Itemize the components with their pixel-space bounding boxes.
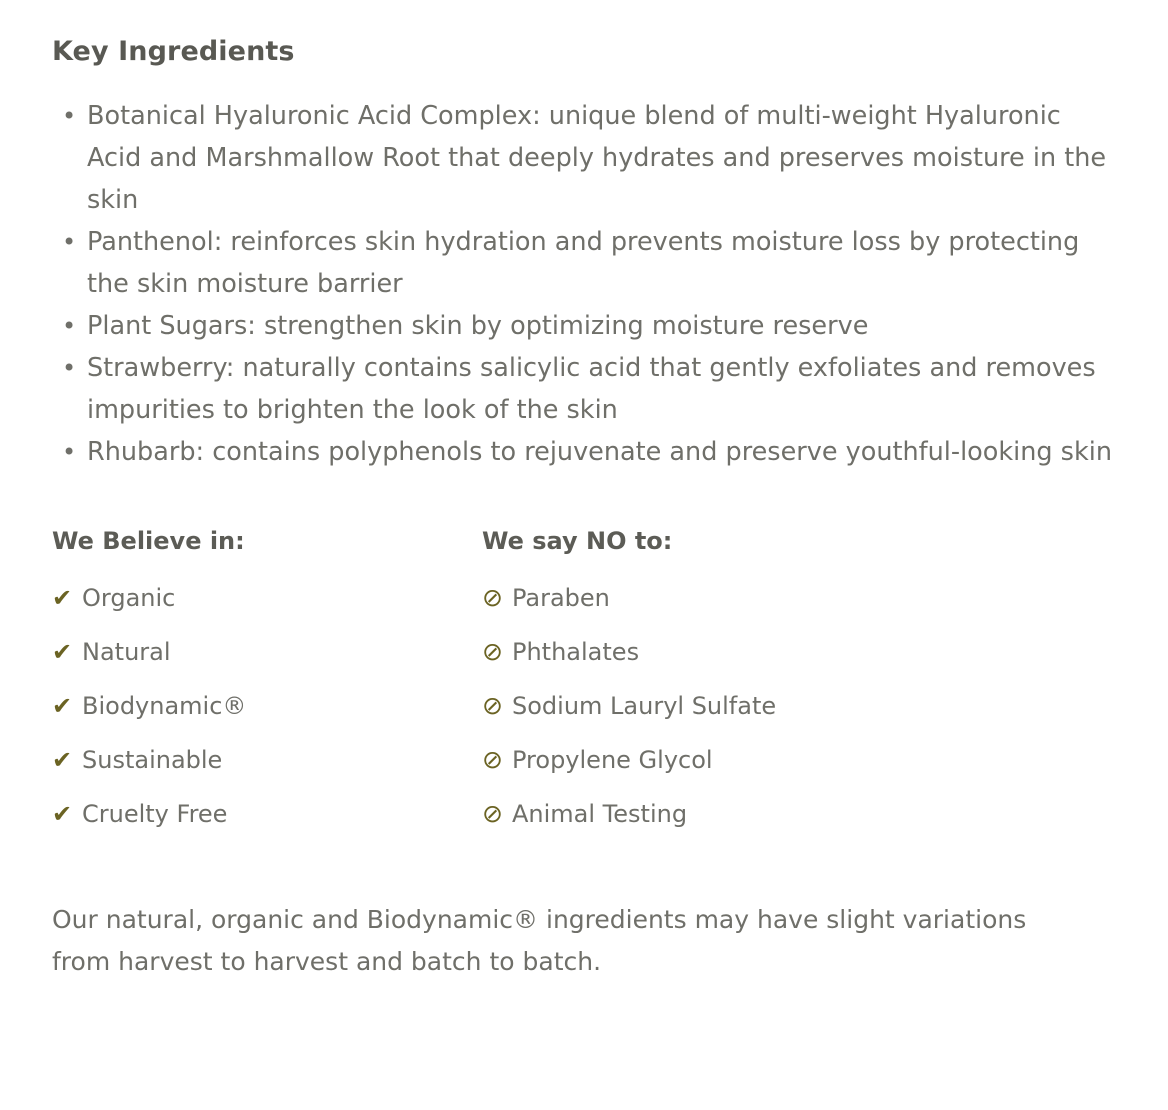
we-believe-in-column [52, 527, 482, 841]
list-item-label: Phthalates [512, 638, 640, 666]
list-item-label: Sustainable [82, 746, 223, 774]
list-item: • Botanical Hyaluronic Acid Complex: unique blend of multi-weight Hyaluronic Acid and Marshmallow Root that deeply hydrates and preserves moisture in the skin [52, 95, 1116, 221]
list-item: • Panthenol: reinforces skin hydration and prevents moisture loss by protecting the skin moisture barrier [52, 221, 1116, 305]
list-item [482, 787, 912, 841]
check-icon: ✔ [52, 746, 73, 774]
prohibited-icon: ⊘ [482, 691, 503, 720]
prohibited-icon: ⊘ [482, 745, 503, 774]
list-item: • Rhubarb: contains polyphenols to rejuvenate and preserve youthful-looking skin [52, 431, 1116, 473]
list-item [482, 571, 912, 625]
list-item-label: Paraben [512, 584, 610, 612]
prohibited-icon: ⊘ [482, 799, 503, 828]
list-item: • Plant Sugars: strengthen skin by optimizing moisture reserve [52, 305, 1116, 347]
list-item [482, 625, 912, 679]
claims-columns [52, 527, 1116, 841]
list-item [52, 625, 482, 679]
footnote-text: Our natural, organic and Biodynamic® ingredients may have slight variations from harvest to harvest and batch to batch. [52, 905, 1027, 976]
we-say-no-to-column [482, 527, 912, 841]
check-icon: ✔ [52, 638, 73, 666]
list-item-label: Cruelty Free [82, 800, 228, 828]
check-icon: ✔ [52, 584, 73, 612]
prohibited-icon: ⊘ [482, 637, 503, 666]
list-item-label: Organic [82, 584, 176, 612]
check-icon: ✔ [52, 692, 73, 720]
list-item [482, 733, 912, 787]
list-item [482, 679, 912, 733]
prohibited-icon: ⊘ [482, 583, 503, 612]
list-item [52, 733, 482, 787]
list-item-label: Natural [82, 638, 171, 666]
list-item: • Strawberry: naturally contains salicylic acid that gently exfoliates and removes impurities to brighten the look of the skin [52, 347, 1116, 431]
we-believe-in-title: We Believe in: [52, 527, 245, 555]
key-ingredients-list [52, 95, 1116, 473]
list-item [52, 787, 482, 841]
check-icon: ✔ [52, 800, 73, 828]
list-item-label: Sodium Lauryl Sulfate [512, 692, 777, 720]
list-item-label: Propylene Glycol [512, 746, 713, 774]
list-item-label: Animal Testing [512, 800, 688, 828]
list-item-label: Biodynamic® [82, 692, 247, 720]
list-item [52, 571, 482, 625]
we-say-no-to-title: We say NO to: [482, 527, 673, 555]
page-title: Key Ingredients [52, 36, 295, 67]
list-item [52, 679, 482, 733]
